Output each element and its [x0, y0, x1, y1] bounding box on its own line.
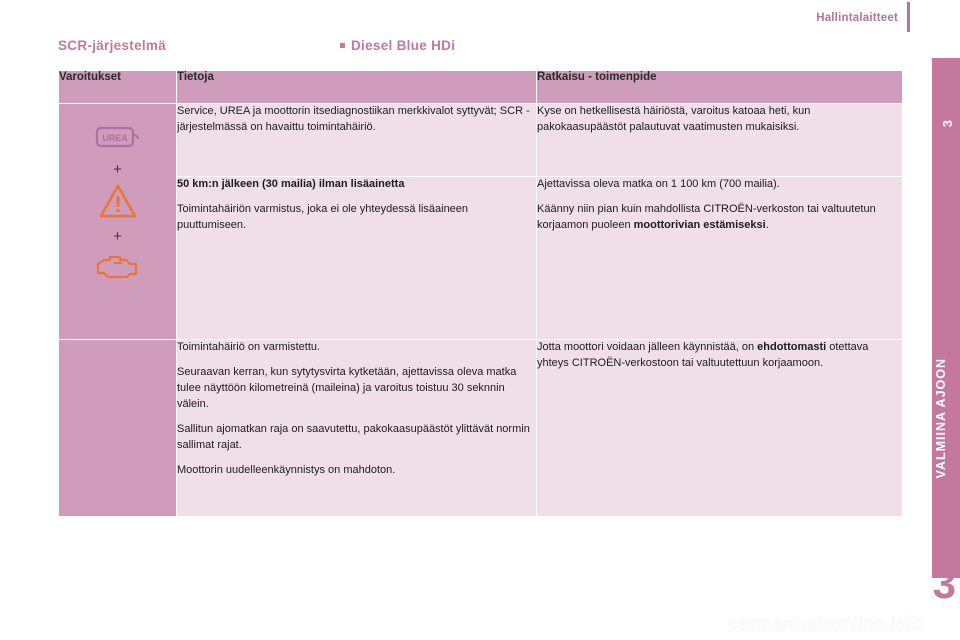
page-title: SCR-järjestelmä — [58, 38, 167, 53]
triangle-warning-icon — [98, 183, 138, 219]
site-watermark: carmanualsonline.info — [728, 614, 924, 635]
info-text-4: Moottorin uudelleenkäynnistys on mahdoton. — [177, 463, 396, 476]
table-row — [59, 340, 903, 517]
side-rail-small-label: 3 — [940, 120, 955, 128]
solution-text-2: Käänny niin pian kuin mahdollista CITROËN-verkoston tai valtuutetun korjaamon puoleen moottorivian estämiseksi. — [537, 202, 876, 231]
solution-bold: ehdottomasti — [757, 341, 827, 353]
info-text-1: Toimintahäiriö on varmistettu. — [177, 341, 321, 353]
engine-warning-icon — [94, 250, 142, 280]
info-cell-row2 — [177, 177, 537, 340]
solution-bold-tail: moottorivian estämiseksi — [633, 218, 766, 231]
solution-text-1: Ajettavissa oleva matka on 1 100 km (700 mailia). — [537, 178, 780, 190]
info-text-2: Seuraavan kerran, kun sytytysvirta kytketään, ajettavissa oleva matka tulee näyttöön kilometreinä (maileina) ja varoitus toistuu 30 seknnin välein. — [177, 365, 517, 410]
info-cell-row1 — [177, 104, 537, 177]
page-number: 3 — [932, 560, 956, 607]
page-header — [0, 0, 960, 34]
plus-separator-1: + — [113, 161, 122, 178]
page-subtitle-text: Diesel Blue HDi — [351, 38, 456, 53]
info-cell-row3 — [177, 340, 537, 517]
warning-icon-stack — [59, 104, 176, 280]
table-header-row — [59, 71, 903, 104]
svg-text:UREA: UREA — [101, 133, 128, 143]
info-text: Service, UREA ja moottorin itsediagnostiikan merkkivalot syttyvät; SCR -järjestelmässä on havaittu toimintahäiriö. — [177, 105, 530, 133]
warning-icons-cell-empty — [59, 340, 177, 517]
info-bold-heading: 50 km:n jälkeen (30 mailia) ilman lisäainetta — [177, 178, 405, 190]
solution-text: Kyse on hetkellisestä häiriöstä, varoitus katoaa heti, kun pakokaasupäästöt palautuvat vaatimusten mukaisiksi. — [537, 105, 811, 133]
column-header-solution: Ratkaisu - toimenpide — [537, 71, 903, 104]
solution-cell-row1 — [537, 104, 903, 177]
solution-text: Jotta moottori voidaan jälleen käynnistää, on ehdottomasti otettava yhteys CITROËN-verkostoon tai valtuutettuun korjaamoon. — [537, 341, 869, 369]
urea-warning-icon — [95, 122, 141, 152]
header-divider — [907, 2, 910, 32]
bullet-icon — [340, 43, 345, 48]
section-side-rail — [932, 58, 960, 578]
info-text-3: Sallitun ajomatkan raja on saavutettu, pakokaasupäästöt ylittävät normin sallimat rajat. — [177, 422, 530, 451]
plus-separator-2: + — [113, 228, 122, 245]
info-text: Toimintahäiriön varmistus, joka ei ole yhteydessä lisäaineen puuttumiseen. — [177, 202, 469, 231]
warning-icons-cell — [59, 104, 177, 340]
column-header-warnings: Varoitukset — [59, 71, 177, 104]
table-row — [59, 104, 903, 177]
solution-cell-row2 — [537, 177, 903, 340]
column-header-info: Tietoja — [177, 71, 537, 104]
table-row — [59, 177, 903, 340]
side-rail-label: VALMIINA AJOON — [934, 358, 948, 479]
header-title: Hallintalaitteet — [816, 12, 898, 24]
page-subtitle — [340, 38, 455, 53]
scr-warning-table — [58, 70, 903, 517]
solution-cell-row3 — [537, 340, 903, 517]
